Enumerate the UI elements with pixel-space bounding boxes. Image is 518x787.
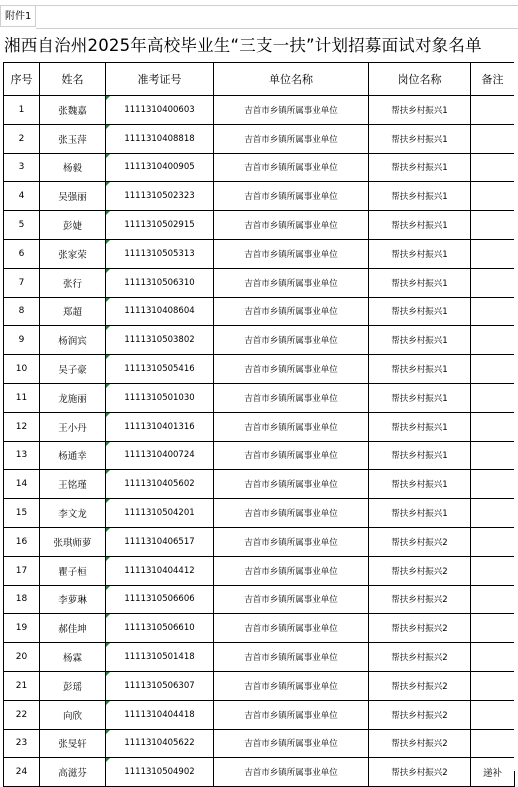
cell-note[interactable]: [471, 470, 515, 499]
cell-name[interactable]: 张琪师萝: [40, 527, 106, 556]
cell-name[interactable]: 吴子豪: [40, 355, 106, 384]
cell-post[interactable]: 帮扶乡村振兴1: [369, 297, 471, 326]
cell-note[interactable]: [471, 153, 515, 182]
cell-note[interactable]: [471, 614, 515, 643]
cell-unit[interactable]: 吉首市乡镇所属事业单位: [214, 700, 369, 729]
cell-exam-id[interactable]: 1111310408604: [106, 297, 214, 326]
cell-unit[interactable]: 吉首市乡镇所属事业单位: [214, 585, 369, 614]
sheet-edge: [514, 62, 518, 771]
table-row: [4, 441, 515, 470]
cell-note[interactable]: [471, 124, 515, 153]
header-exam-id[interactable]: 准考证号: [106, 63, 214, 96]
cell-unit[interactable]: 吉首市乡镇所属事业单位: [214, 153, 369, 182]
table-row: [4, 239, 515, 268]
cell-name[interactable]: 王铭瑾: [40, 470, 106, 499]
cell-note[interactable]: [471, 527, 515, 556]
cell-name[interactable]: 杨通幸: [40, 441, 106, 470]
cell-seq[interactable]: 12: [4, 412, 40, 441]
cell-exam-id[interactable]: 1111310504902: [106, 758, 214, 787]
cell-unit[interactable]: 吉首市乡镇所属事业单位: [214, 96, 369, 125]
cell-post[interactable]: 帮扶乡村振兴1: [369, 499, 471, 528]
cell-seq[interactable]: 15: [4, 499, 40, 528]
cell-post[interactable]: 帮扶乡村振兴1: [369, 383, 471, 412]
cell-exam-id[interactable]: 1111310502915: [106, 211, 214, 240]
cell-seq[interactable]: 24: [4, 758, 40, 787]
cell-name[interactable]: 吴强丽: [40, 182, 106, 211]
cell-exam-id[interactable]: 1111310400603: [106, 96, 214, 125]
cell-exam-id[interactable]: 1111310408818: [106, 124, 214, 153]
cell-exam-id[interactable]: 1111310504201: [106, 499, 214, 528]
cell-note[interactable]: [471, 297, 515, 326]
cell-name[interactable]: 高滋芬: [40, 758, 106, 787]
cell-unit[interactable]: 吉首市乡镇所属事业单位: [214, 124, 369, 153]
cell-seq[interactable]: 21: [4, 671, 40, 700]
cell-seq[interactable]: 19: [4, 614, 40, 643]
cell-note[interactable]: [471, 268, 515, 297]
cell-exam-id[interactable]: 1111310506610: [106, 614, 214, 643]
cell-seq[interactable]: 13: [4, 441, 40, 470]
cell-post[interactable]: 帮扶乡村振兴1: [369, 239, 471, 268]
cell-name[interactable]: 张魏嘉: [40, 96, 106, 125]
cell-seq[interactable]: 23: [4, 729, 40, 758]
cell-post[interactable]: 帮扶乡村振兴2: [369, 643, 471, 672]
cell-note[interactable]: [471, 556, 515, 585]
cell-name[interactable]: 李文龙: [40, 499, 106, 528]
cell-note[interactable]: [471, 182, 515, 211]
header-seq[interactable]: 序号: [4, 63, 40, 96]
cell-exam-id[interactable]: 1111310505416: [106, 355, 214, 384]
cell-name[interactable]: 向欣: [40, 700, 106, 729]
cell-unit[interactable]: 吉首市乡镇所属事业单位: [214, 758, 369, 787]
cell-seq[interactable]: 2: [4, 124, 40, 153]
cell-post[interactable]: 帮扶乡村振兴2: [369, 585, 471, 614]
cell-unit[interactable]: 吉首市乡镇所属事业单位: [214, 499, 369, 528]
cell-name[interactable]: 郑超: [40, 297, 106, 326]
table-row: [4, 153, 515, 182]
cell-unit[interactable]: 吉首市乡镇所属事业单位: [214, 470, 369, 499]
cell-unit[interactable]: 吉首市乡镇所属事业单位: [214, 614, 369, 643]
cell-name[interactable]: 彭瑶: [40, 671, 106, 700]
cell-seq[interactable]: 10: [4, 355, 40, 384]
table-row: [4, 643, 515, 672]
cell-exam-id[interactable]: 1111310401316: [106, 412, 214, 441]
table-row: [4, 297, 515, 326]
cell-note[interactable]: [471, 326, 515, 355]
cell-exam-id[interactable]: 1111310501030: [106, 383, 214, 412]
table-row: [4, 383, 515, 412]
cell-note[interactable]: [471, 239, 515, 268]
cell-unit[interactable]: 吉首市乡镇所属事业单位: [214, 556, 369, 585]
cell-name[interactable]: 张玉萍: [40, 124, 106, 153]
cell-unit[interactable]: 吉首市乡镇所属事业单位: [214, 268, 369, 297]
cell-note[interactable]: [471, 643, 515, 672]
cell-post[interactable]: 帮扶乡村振兴2: [369, 556, 471, 585]
cell-unit[interactable]: 吉首市乡镇所属事业单位: [214, 643, 369, 672]
cell-unit[interactable]: 吉首市乡镇所属事业单位: [214, 527, 369, 556]
cell-seq[interactable]: 6: [4, 239, 40, 268]
cell-unit[interactable]: 吉首市乡镇所属事业单位: [214, 383, 369, 412]
cell-post[interactable]: 帮扶乡村振兴1: [369, 211, 471, 240]
cell-name[interactable]: 彭婕: [40, 211, 106, 240]
table-row: [4, 326, 515, 355]
cell-seq[interactable]: 20: [4, 643, 40, 672]
cell-unit[interactable]: 吉首市乡镇所属事业单位: [214, 671, 369, 700]
table-row: [4, 182, 515, 211]
cell-note[interactable]: [471, 671, 515, 700]
table-row: [4, 729, 515, 758]
table-row: [4, 211, 515, 240]
table-row: [4, 614, 515, 643]
cell-seq[interactable]: 17: [4, 556, 40, 585]
cell-seq[interactable]: 9: [4, 326, 40, 355]
header-name[interactable]: 姓名: [40, 63, 106, 96]
cell-unit[interactable]: 吉首市乡镇所属事业单位: [214, 326, 369, 355]
cell-note[interactable]: [471, 383, 515, 412]
cell-seq[interactable]: 7: [4, 268, 40, 297]
table-row: [4, 412, 515, 441]
cell-post[interactable]: 帮扶乡村振兴1: [369, 96, 471, 125]
cell-exam-id[interactable]: 1111310506307: [106, 671, 214, 700]
cell-exam-id[interactable]: 1111310502323: [106, 182, 214, 211]
table-row: [4, 470, 515, 499]
cell-exam-id[interactable]: 1111310405622: [106, 729, 214, 758]
cell-seq[interactable]: 4: [4, 182, 40, 211]
table-row: [4, 268, 515, 297]
cell-unit[interactable]: 吉首市乡镇所属事业单位: [214, 441, 369, 470]
cell-post[interactable]: 帮扶乡村振兴1: [369, 326, 471, 355]
cell-exam-id[interactable]: 1111310400724: [106, 441, 214, 470]
cell-seq[interactable]: 8: [4, 297, 40, 326]
table-row: [4, 758, 515, 787]
cell-post[interactable]: 帮扶乡村振兴1: [369, 441, 471, 470]
cell-post[interactable]: 帮扶乡村振兴1: [369, 268, 471, 297]
table-row: [4, 556, 515, 585]
cell-post[interactable]: 帮扶乡村振兴1: [369, 470, 471, 499]
cell-name[interactable]: 龙施丽: [40, 383, 106, 412]
cell-exam-id[interactable]: 1111310405602: [106, 470, 214, 499]
cell-seq[interactable]: 18: [4, 585, 40, 614]
cell-post[interactable]: 帮扶乡村振兴1: [369, 153, 471, 182]
cell-note[interactable]: [471, 441, 515, 470]
annex-label-cell[interactable]: 附件1: [0, 5, 36, 27]
table-row: [4, 355, 515, 384]
cell-name[interactable]: 张旻轩: [40, 729, 106, 758]
cell-note[interactable]: [471, 211, 515, 240]
header-unit[interactable]: 单位名称: [214, 63, 369, 96]
table-row: [4, 585, 515, 614]
table-row: [4, 700, 515, 729]
cell-seq[interactable]: 11: [4, 383, 40, 412]
cell-post[interactable]: 帮扶乡村振兴1: [369, 412, 471, 441]
candidate-table: [3, 62, 515, 787]
cell-unit[interactable]: 吉首市乡镇所属事业单位: [214, 182, 369, 211]
cell-name[interactable]: 杨润宾: [40, 326, 106, 355]
cell-name[interactable]: 瞿子桓: [40, 556, 106, 585]
page-title: 湘西自治州2025年高校毕业生“三支一扶”计划招募面试对象名单: [4, 36, 482, 55]
cell-unit[interactable]: 吉首市乡镇所属事业单位: [214, 355, 369, 384]
header-post[interactable]: 岗位名称: [369, 63, 471, 96]
cell-note[interactable]: [471, 700, 515, 729]
cell-post[interactable]: 帮扶乡村振兴1: [369, 182, 471, 211]
cell-note[interactable]: [471, 729, 515, 758]
cell-name[interactable]: 王小丹: [40, 412, 106, 441]
cell-exam-id[interactable]: 1111310503802: [106, 326, 214, 355]
table-row: [4, 124, 515, 153]
cell-post[interactable]: 帮扶乡村振兴2: [369, 527, 471, 556]
cell-name[interactable]: 张家荣: [40, 239, 106, 268]
table-header-row: [4, 63, 515, 96]
cell-exam-id[interactable]: 1111310506606: [106, 585, 214, 614]
cell-exam-id[interactable]: 1111310501418: [106, 643, 214, 672]
cell-post[interactable]: 帮扶乡村振兴1: [369, 124, 471, 153]
top-grid-row: [36, 5, 518, 29]
cell-seq[interactable]: 3: [4, 153, 40, 182]
cell-exam-id[interactable]: 1111310506310: [106, 268, 214, 297]
cell-exam-id[interactable]: 1111310404418: [106, 700, 214, 729]
cell-unit[interactable]: 吉首市乡镇所属事业单位: [214, 412, 369, 441]
cell-note[interactable]: [471, 499, 515, 528]
cell-name[interactable]: 杨霖: [40, 643, 106, 672]
cell-name[interactable]: 杨毅: [40, 153, 106, 182]
cell-seq[interactable]: 22: [4, 700, 40, 729]
table-row: [4, 527, 515, 556]
cell-post[interactable]: 帮扶乡村振兴2: [369, 700, 471, 729]
cell-post[interactable]: 帮扶乡村振兴1: [369, 355, 471, 384]
cell-exam-id[interactable]: 1111310505313: [106, 239, 214, 268]
cell-name[interactable]: 张行: [40, 268, 106, 297]
cell-post[interactable]: 帮扶乡村振兴2: [369, 671, 471, 700]
cell-note[interactable]: 递补: [471, 758, 515, 787]
cell-unit[interactable]: 吉首市乡镇所属事业单位: [214, 729, 369, 758]
table-row: [4, 499, 515, 528]
cell-post[interactable]: 帮扶乡村振兴2: [369, 758, 471, 787]
cell-unit[interactable]: 吉首市乡镇所属事业单位: [214, 239, 369, 268]
cell-post[interactable]: 帮扶乡村振兴2: [369, 614, 471, 643]
cell-seq[interactable]: 14: [4, 470, 40, 499]
cell-note[interactable]: [471, 96, 515, 125]
cell-seq[interactable]: 1: [4, 96, 40, 125]
cell-note[interactable]: [471, 355, 515, 384]
header-note[interactable]: 备注: [471, 63, 515, 96]
cell-unit[interactable]: 吉首市乡镇所属事业单位: [214, 211, 369, 240]
cell-post[interactable]: 帮扶乡村振兴2: [369, 729, 471, 758]
table-row: [4, 671, 515, 700]
cell-exam-id[interactable]: 1111310406517: [106, 527, 214, 556]
cell-unit[interactable]: 吉首市乡镇所属事业单位: [214, 297, 369, 326]
cell-seq[interactable]: 5: [4, 211, 40, 240]
cell-note[interactable]: [471, 412, 515, 441]
cell-name[interactable]: 郝佳坤: [40, 614, 106, 643]
cell-seq[interactable]: 16: [4, 527, 40, 556]
cell-exam-id[interactable]: 1111310400905: [106, 153, 214, 182]
table-row: [4, 96, 515, 125]
cell-name[interactable]: 李萝琳: [40, 585, 106, 614]
cell-note[interactable]: [471, 585, 515, 614]
cell-exam-id[interactable]: 1111310404412: [106, 556, 214, 585]
